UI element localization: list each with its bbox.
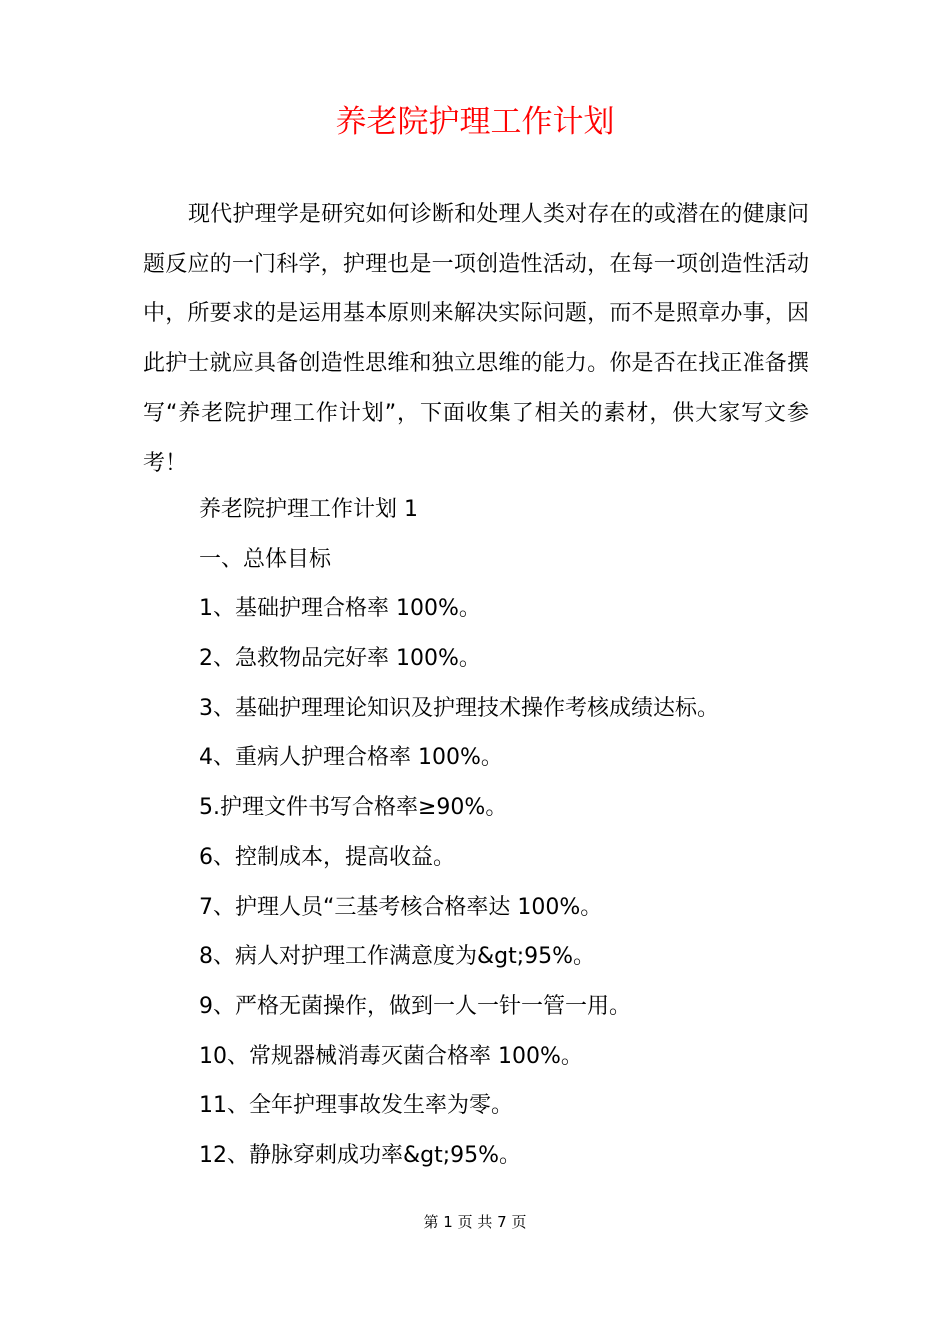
- list-item: 11、全年护理事故发生率为零。: [199, 1093, 513, 1119]
- section-subheading: 一、总体目标: [199, 546, 332, 572]
- content-lines: [199, 490, 719, 1186]
- page-footer: [0, 1212, 950, 1232]
- intro-paragraph: 现代护理学是研究如何诊断和处理人类对存在的或潜在的健康问题反应的一门科学，护理也是一项创造性活动，在每一项创造性活动中，所要求的是运用基本原则来解决实际问题，而不是照章办事，因此护士就应具备创造性思维和独立思维的能力。你是否在找正准备撰写“养老院护理工作计划”，下面收集了相关的素材，供大家写文参考！: [143, 202, 809, 476]
- list-item: 8、病人对护理工作满意度为&gt;95%。: [199, 944, 596, 970]
- list-item: 2、急救物品完好率 100%。: [199, 646, 481, 672]
- list-item: 3、基础护理理论知识及护理技术操作考核成绩达标。: [199, 695, 719, 721]
- page-number: 第 1 页 共 7 页: [423, 1213, 527, 1231]
- list-item: 1、基础护理合格率 100%。: [199, 596, 481, 622]
- list-item: 12、静脉穿刺成功率&gt;95%。: [199, 1142, 522, 1168]
- list-item: 5.护理文件书写合格率≥90%。: [199, 795, 508, 821]
- list-item: 7、护理人员“三基考核合格率达 100%。: [199, 894, 603, 920]
- list-item: 4、重病人护理合格率 100%。: [199, 745, 503, 771]
- list-item: 9、严格无菌操作，做到一人一针一管一用。: [199, 993, 631, 1019]
- document-title: 养老院护理工作计划: [335, 104, 615, 140]
- list-item: 6、控制成本，提高收益。: [199, 844, 455, 870]
- list-item: 10、常规器械消毒灭菌合格率 100%。: [199, 1043, 583, 1069]
- section-heading: 养老院护理工作计划 1: [199, 497, 418, 522]
